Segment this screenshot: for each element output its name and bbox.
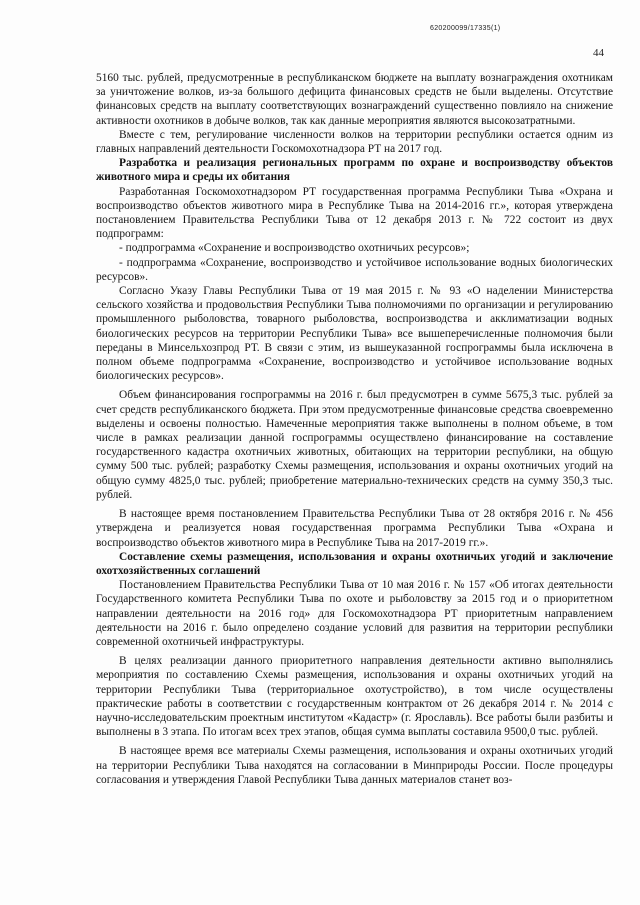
list-item: - подпрограмма «Сохранение, воспроизводство и устойчивое использование водных биологических ресурсов». [96,256,613,283]
section-heading: Разработка и реализация региональных программ по охране и воспроизводству объектов животного мира и среды их обитания [96,157,613,184]
page-number: 44 [593,47,604,59]
paragraph: 5160 тыс. рублей, предусмотренные в республиканском бюджете на выплату вознаграждения охотникам за уничтожение волков, из-за большого дефицита финансовых средств не были выделены. Отсутствие финансовых средств на выплату соответствующих вознаграждений существенно повлияло на снижение активности охотников в добыче волков, так как данные мероприятия являются высокозатратными. [96,72,613,127]
paragraph: Вместе с тем, регулирование численности волков на территории республики остается одним из главных направлений деятельности Госкомохотнадзора РТ на 2017 год. [96,128,613,156]
paragraph: В настоящее время постановлением Правительства Республики Тыва от 28 октября 2016 г. № 456 утверждена и реализуется новая государственная программа Республики Тыва «Охрана и воспроизводство объектов животного мира в Республике Тыва на 2017-2019 гг.». [96,508,613,549]
paragraph: В целях реализации данного приоритетного направления деятельности активно выполнялись мероприятия по составлению Схемы размещения, использования и охраны охотничьих угодий на территории Республики Тыва (территориальное охотустройство), в том числе осуществлены практические работы в соответствии с государственным контрактом от 26 декабря 2014 г. № 2014 с научно-исследовательским проектным институтом «Кадастр» (г. Ярославль). Все работы были разбиты и выполнены в 3 этапа. По итогам всех трех этапов, общая сумма выплаты составила 9500,0 тыс. рублей. [96,655,613,739]
section-heading: Составление схемы размещения, использования и охраны охотничьих угодий и заключение охотхозяйственных соглашений [96,550,613,577]
paragraph: Согласно Указу Главы Республики Тыва от 19 мая 2015 г. № 93 «О наделении Министерства сельского хозяйства и продовольствия Республики Тыва полномочиями по организации и регулированию промышленного рыболовства, товарного рыболовства, воспроизводства и акклиматизации водных биологических ресурсов на территории Республики Тыва» все вышеперечисленные полномочия были переданы в Минсельхозпрод РТ. В связи с этим, из вышеуказанной госпрограммы была исключена в полном объеме подпрограмма «Сохранение, воспроизводство и устойчивое использование водных биологических ресурсов». [96,285,613,383]
document-id: 620200099/17335(1) [430,25,501,32]
paragraph: Объем финансирования госпрограммы на 2016 г. был предусмотрен в сумме 5675,3 тыс. рублей за счет средств республиканского бюджета. При этом предусмотренные финансовые средства своевременно выделены и освоены полностью. Намеченные мероприятия также выполнены в полном объеме, в том числе в рамках реализации данной госпрограммы осуществлено финансирование на составление государственного кадастра охотничьих животных, обитающих на территории республики, на общую сумму 500 тыс. рублей; разработку Схемы размещения, использования и охраны охотничьих угодий на общую сумму 4825,0 тыс. рублей; приобретение материально-технических средств на сумму 350,3 тыс. рублей. [96,389,613,501]
paragraph: Постановлением Правительства Республики Тыва от 10 мая 2016 г. № 157 «Об итогах деятельности Государственного комитета Республики Тыва по охоте и рыболовству за 2015 год и о приоритетном направлении деятельности на 2016 год» для Госкомохотнадзора РТ приоритетным направлением деятельности на 2016 г. было определено создание условий для развития на территории республики современной охотничьей инфраструктуры. [96,579,613,648]
list-item: - подпрограмма «Сохранение и воспроизводство охотничьих ресурсов»; [119,242,470,255]
document-body [96,71,613,787]
paragraph: В настоящее время все материалы Схемы размещения, использования и охраны охотничьих угодий на территории Республики Тыва находятся на согласовании в Минприроды России. После процедуры согласования и утверждения Главой Республики Тыва данных материалов станет воз- [96,745,613,786]
paragraph: Разработанная Госкомохотнадзором РТ государственная программа Республики Тыва «Охрана и воспроизводство объектов животного мира в Республике Тыва на 2014-2016 гг.», которая утверждена постановлением Правительства Республики Тыва от 12 декабря 2013 г. № 722 состоит из двух подпрограмм: [96,185,613,241]
